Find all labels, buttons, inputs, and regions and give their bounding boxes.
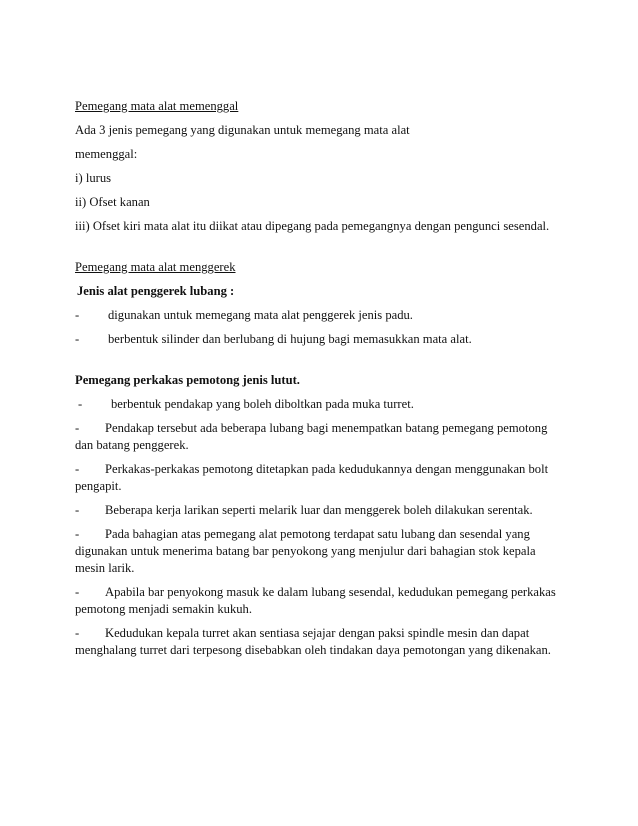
bullet-text: Pendakap tersebut ada beberapa lubang bagi menempatkan batang pemegang pemotong [105, 421, 548, 435]
bullet-item [75, 420, 565, 454]
subheading-penggerek: Jenis alat penggerek lubang : [77, 284, 235, 298]
dash-marker: - [75, 527, 80, 541]
bullet-item [75, 584, 565, 618]
intro-text: Ada 3 jenis pemegang yang digunakan untuk memegang mata alat [75, 123, 410, 137]
bullet-text-continued: dan batang penggerek. [75, 438, 189, 452]
bullet-item [75, 331, 565, 348]
bullet-line [75, 502, 565, 519]
section-heading-lutut: Pemegang perkakas pemotong jenis lutut. [75, 373, 300, 387]
bullet-item [75, 502, 565, 519]
bullet-line [75, 584, 565, 601]
bullet-line [75, 526, 565, 543]
bullet-text: berbentuk pendakap yang boleh diboltkan pada muka turret. [111, 397, 414, 411]
dash-marker: - [75, 626, 80, 640]
dash-marker: - [75, 585, 80, 599]
bullet-text: Apabila bar penyokong masuk ke dalam lubang sesendal, kedudukan pemegang perkakas [105, 585, 556, 599]
dash-marker: - [78, 397, 83, 411]
intro-text-continued: memenggal: [75, 147, 138, 161]
bullet-text-continued: mesin larik. [75, 561, 135, 575]
bullet-text: Kedudukan kepala turret akan sentiasa sejajar dengan paksi spindle mesin dan dapat [105, 626, 530, 640]
bullet-item [75, 461, 565, 495]
document-page [75, 98, 565, 659]
bullet-item [75, 396, 565, 413]
bullet-text: Beberapa kerja larikan seperti melarik luar dan menggerek boleh dilakukan serentak. [105, 503, 533, 517]
bullet-item [75, 307, 565, 324]
section-heading-memenggal: Pemegang mata alat memenggal [75, 99, 239, 113]
bullet-item [75, 526, 565, 577]
dash-marker: - [75, 421, 80, 435]
bullet-text-continued: menghalang turret dari terpesong disebabkan oleh tindakan daya pemotongan yang dikenakan. [75, 643, 551, 657]
list-item: iii) Ofset kiri mata alat itu diikat atau dipegang pada pemegangnya dengan pengunci sesendal. [75, 219, 550, 233]
bullet-text-continued: pengapit. [75, 479, 122, 493]
dash-marker: - [75, 308, 80, 322]
list-item: i) lurus [75, 171, 112, 185]
bullet-text: digunakan untuk memegang mata alat penggerek jenis padu. [108, 308, 413, 322]
bullet-text: Pada bahagian atas pemegang alat pemotong terdapat satu lubang dan sesendal yang [105, 527, 530, 541]
dash-marker: - [75, 332, 80, 346]
bullet-line [75, 625, 565, 642]
bullet-item [75, 625, 565, 659]
section-heading-menggerek: Pemegang mata alat menggerek [75, 260, 236, 274]
bullet-line [75, 420, 565, 437]
dash-marker: - [75, 462, 80, 476]
bullet-text-continued: pemotong menjadi semakin kukuh. [75, 602, 252, 616]
bullet-line [75, 461, 565, 478]
bullet-text: Perkakas-perkakas pemotong ditetapkan pada kedudukannya dengan menggunakan bolt [105, 462, 549, 476]
list-item: ii) Ofset kanan [75, 195, 150, 209]
bullet-text-continued: digunakan untuk menerima batang bar penyokong yang menjulur dari bahagian stok kepala [75, 544, 536, 558]
dash-marker: - [75, 503, 80, 517]
bullet-text: berbentuk silinder dan berlubang di hujung bagi memasukkan mata alat. [108, 332, 472, 346]
